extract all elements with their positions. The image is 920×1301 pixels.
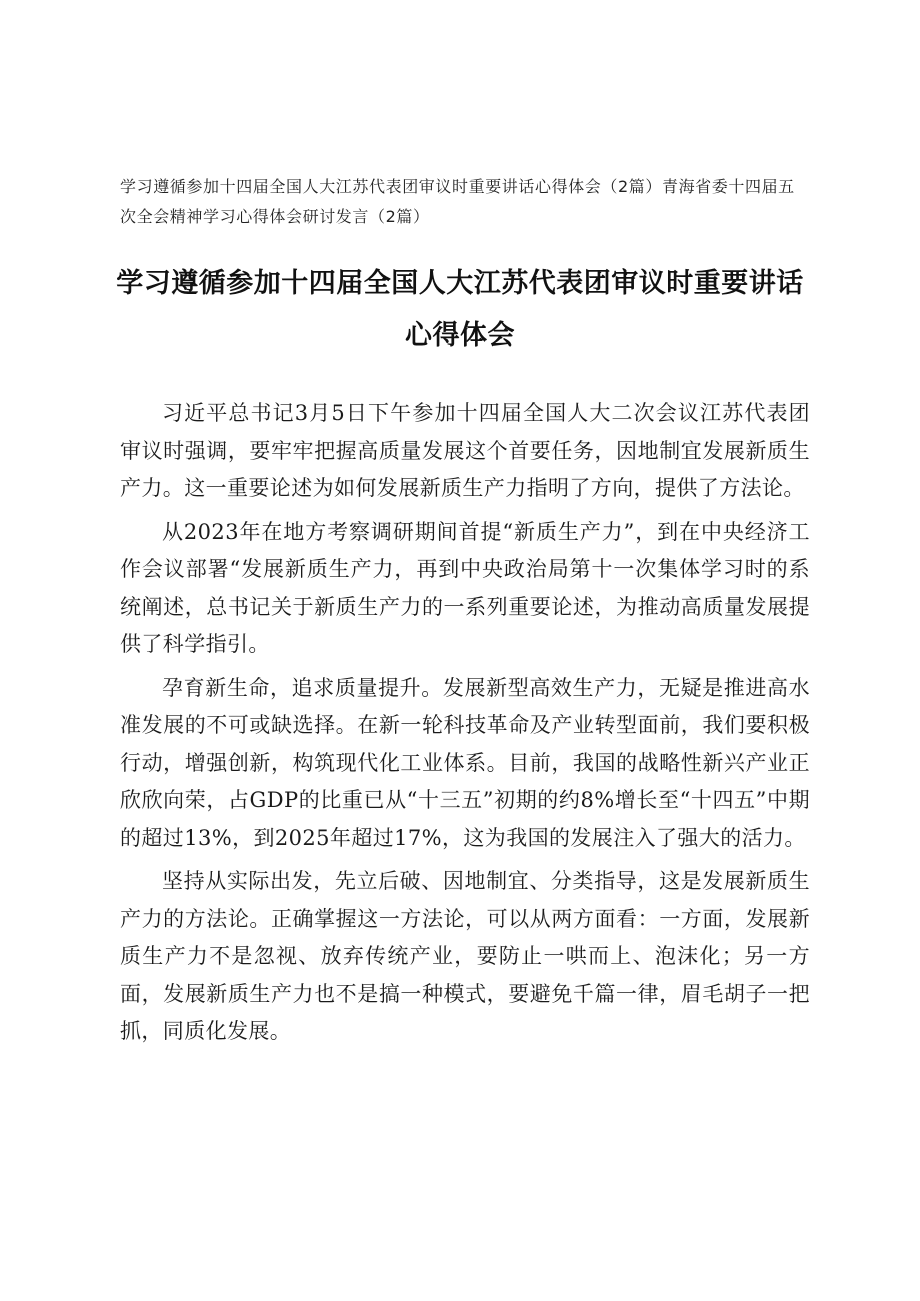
body-paragraph: 坚持从实际出发，先立后破、因地制宜、分类指导，这是发展新质生产力的方法论。正确掌握这一方法论，可以从两方面看：一方面，发展新质生产力不是忽视、放弃传统产业，要防止一哄而上、泡沫化；另一方面，发展新质生产力也不是搞一种模式，要避免千篇一律，眉毛胡子一把抓，同质化发展。 xyxy=(120,869,810,1043)
body-paragraph: 孕育新生命，追求质量提升。发展新型高效生产力，无疑是推进高水准发展的不可或缺选择。在新一轮科技革命及产业转型面前，我们要积极行动，增强创新，构筑现代化工业体系。目前，我国的战略性新兴产业正欣欣向荣，占GDP的比重已从“十三五”初期的约8%增长至“十四五”中期的超过13%，到2025年超过17%，这为我国的发展注入了强大的活力。 xyxy=(120,675,810,850)
document-header: 学习遵循参加十四届全国人大江苏代表团审议时重要讲话心得体会（2篇）青海省委十四届五次全会精神学习心得体会研讨发言（2篇） xyxy=(120,177,795,226)
document-body xyxy=(120,395,810,1057)
document-title: 学习遵循参加十四届全国人大江苏代表团审议时重要讲话心得体会 xyxy=(116,268,804,351)
body-paragraph: 从2023年在地方考察调研期间首提“新质生产力”，到在中央经济工作会议部署“发展新质生产力，再到中央政治局第十一次集体学习时的系统阐述，总书记关于新质生产力的一系列重要论述，为推动高质量发展提供了科学指引。 xyxy=(120,519,810,656)
body-paragraph: 习近平总书记3月5日下午参加十四届全国人大二次会议江苏代表团审议时强调，要牢牢把握高质量发展这个首要任务，因地制宜发展新质生产力。这一重要论述为如何发展新质生产力指明了方向，提供了方法论。 xyxy=(120,401,810,500)
